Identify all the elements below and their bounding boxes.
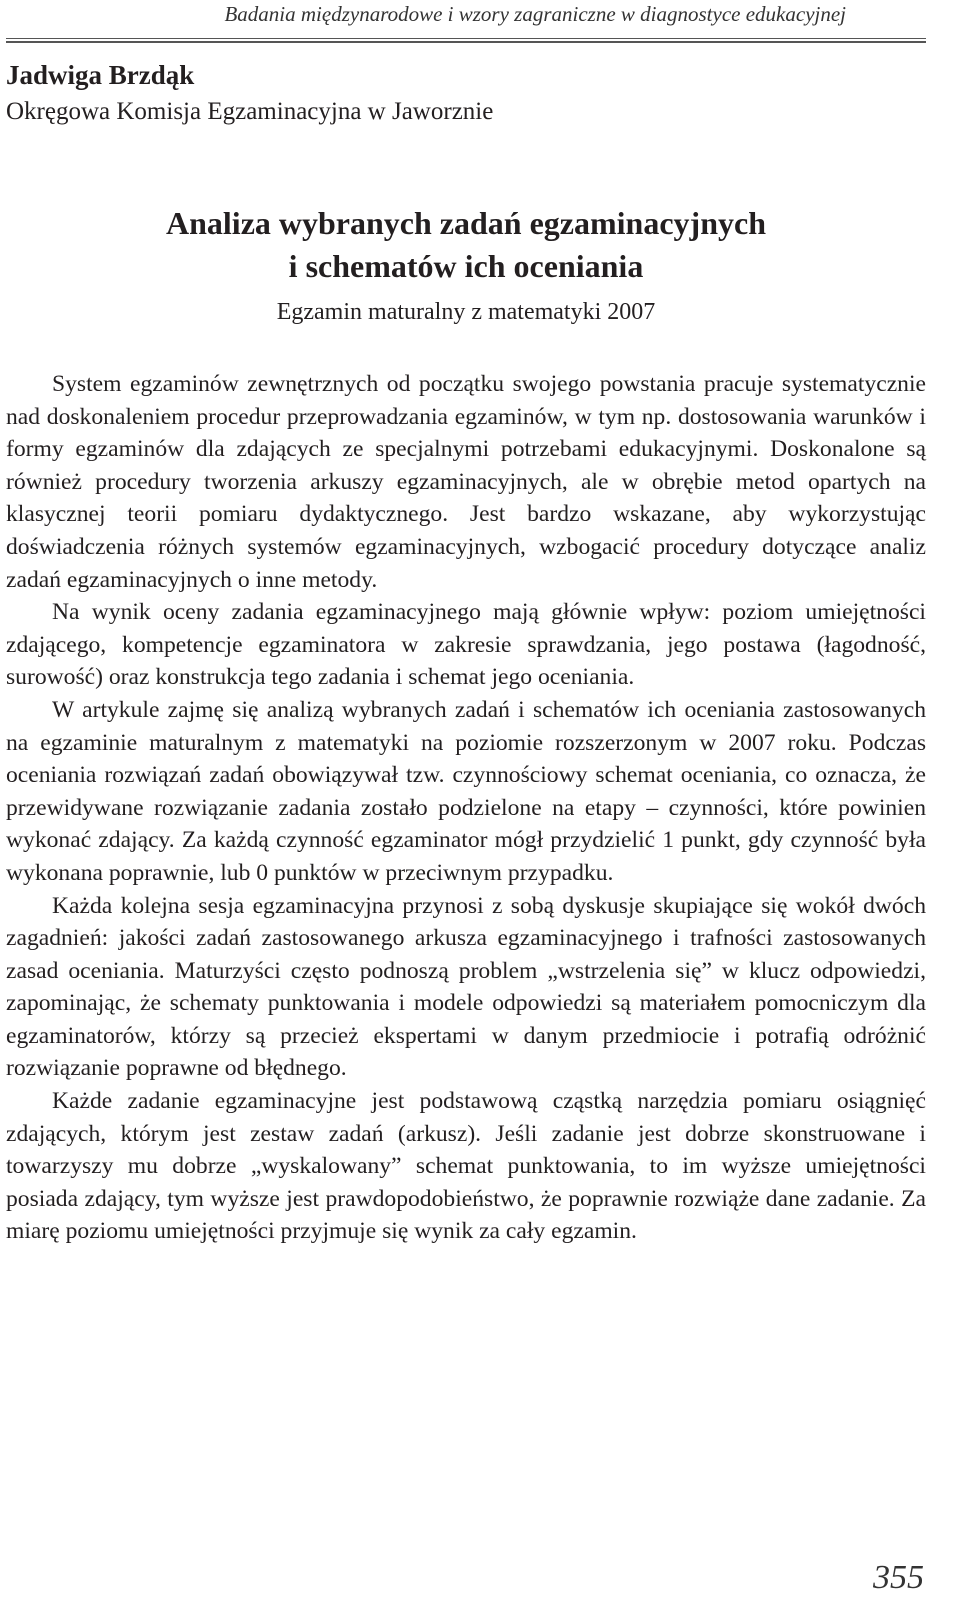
page-number: 355 — [873, 1559, 924, 1596]
article-title-line-1: Analiza wybranych zadań egzaminacyjnych — [166, 205, 766, 241]
header-rule — [6, 38, 926, 43]
body-paragraph: Na wynik oceny zadania egzaminacyjnego mają głównie wpływ: poziom umiejętności zdającego, kompetencje egzaminatora w zakresie sprawdzania, jego postawa (łagodność, surowość) oraz konstrukcja tego zadania i schemat jego oceniania. — [6, 599, 926, 691]
body-paragraph: System egzaminów zewnętrznych od początku swojego powstania pracuje systematycznie nad doskonaleniem procedur przeprowadzania egzaminów, w tym np. dostosowania warunków i formy egzaminów dla zdających ze specjalnymi potrzebami edukacyjnymi. Doskonalone są również procedury tworzenia arkuszy egzaminacyjnych, ale w obrębie metod opartych na klasycznej teorii pomiaru dydaktycznego. Jest bardzo wskazane, aby wykorzystując doświadczenia różnych systemów egzaminacyjnych, wzbogacić procedury dotyczące analiz zadań egzaminacyjnych o inne metody. — [6, 371, 926, 593]
body-paragraph: Każda kolejna sesja egzaminacyjna przynosi z sobą dyskusje skupiające się wokół dwóch zagadnień: jakości zadań zastosowanego arkusza egzaminacyjnego i trafności zastosowanych zasad oceniania. Maturzyści często podnoszą problem „wstrzelenia się” w klucz odpowiedzi, zapominając, że schematy punktowania i modele odpowiedzi są materiałem pomocniczym dla egzaminatorów, którzy są przecież ekspertami w danym przedmiocie i potrafią odróżnić rozwiązanie poprawne od błędnego. — [6, 892, 926, 1082]
body-paragraph: W artykule zajmę się analizą wybranych zadań i schematów ich oceniania zastosowanych na egzaminie maturalnym z matematyki na poziomie rozszerzonym w 2007 roku. Podczas oceniania rozwiązań zadań obowiązywał tzw. czynnościowy schemat oceniania, co oznacza, że przewidywane rozwiązanie zadania zostało podzielone na etapy – czynności, które powinien wykonać zdający. Za każdą czynność egzaminator mógł przydzielić 1 punkt, gdy czynność była wykonana poprawnie, lub 0 punktów w przeciwnym przypadku. — [6, 696, 926, 886]
body-paragraph: Każde zadanie egzaminacyjne jest podstawową cząstką narzędzia pomiaru osiągnięć zdających, którym jest zestaw zadań (arkusz). Jeśli zadanie jest dobrze skonstruowane i towarzyszy mu dobrze „wyskalowany” schemat punktowania, to im wyższe umiejętności posiada zdający, tym wyższe jest prawdopodobieństwo, że poprawnie rozwiąże dane zadanie. Za miarę poziomu umiejętności przyjmuje się wynik za cały egzamin. — [6, 1088, 926, 1245]
article-title-line-2: i schematów ich oceniania — [288, 248, 644, 284]
article-body — [6, 368, 926, 1248]
author-name: Jadwiga Brzdąk — [6, 60, 195, 90]
document-page — [6, 0, 926, 1619]
article-subtitle: Egzamin maturalny z matematyki 2007 — [276, 299, 656, 325]
running-header: Badania międzynarodowe i wzory zagraniczne w diagnostyce edukacyjnej — [224, 2, 846, 26]
author-affiliation: Okręgowa Komisja Egzaminacyjna w Jaworznie — [6, 98, 494, 125]
article-title — [6, 202, 926, 288]
